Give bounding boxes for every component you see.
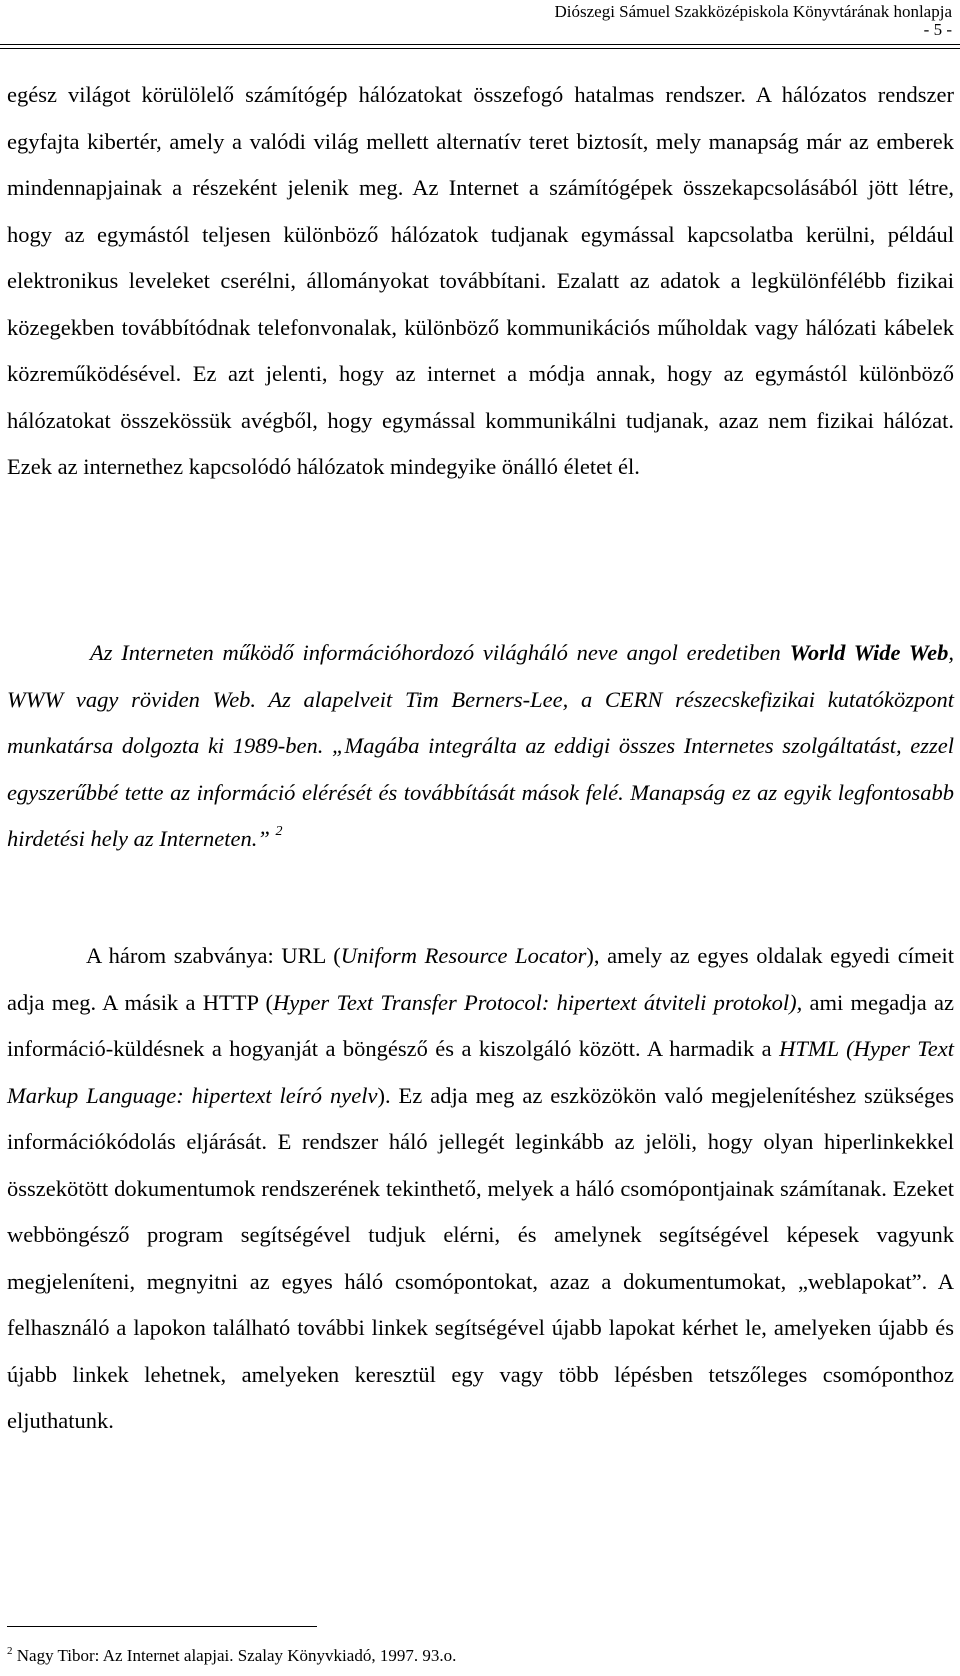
header-divider (0, 44, 960, 49)
standards-text-4: ). Ez adja meg az eszközökön való megjelenítéshez szükséges információkódolás eljárását. E rendszer háló jellegét leginkább az jelöli, hogy olyan hiperlinkekkel összekötött dokumentumok rendszerének tekinthető, melyek a háló csomópontjainak számítanak. Ezeket webböngésző program segítségével tudjuk elérni, és amelynek segítségével képesek vagyunk megjeleníteni, megnyitni az egyes háló csomópontokat, azaz a dokumentumokat, „weblapokat”. A felhasználó a lapokon található további linkek segítségével újabb lapokat kérhet le, amelyeken újabb és újabb linkek lehetnek, amelyeken keresztül egy vagy több lépésben tetszőleges csomóponthoz eljuthatunk. (7, 1082, 954, 1433)
standards-text-3: ami megadja az információ-küldésnek a hogyanját a böngésző és a kiszolgáló között. A harmadik a (7, 989, 954, 1061)
footnote-reference: 2 (275, 824, 283, 839)
header-title: Diószegi Sámuel Szakközépiskola Könyvtárának honlapja (554, 2, 952, 21)
www-text-part1: Az Interneten működő információhordozó világháló neve angol eredetiben (90, 640, 790, 665)
standards-text-1: A három szabványa: URL ( (86, 943, 341, 968)
url-expansion: Uniform Resource Locator (340, 943, 587, 968)
standards-text-2: ), amely az egyes oldalak egyedi címeit adja meg. A másik a HTTP ( (7, 943, 954, 1015)
footnote (7, 1646, 456, 1666)
www-text-part2: , WWW vagy röviden Web. Az alapelveit Tim Berners-Lee, a CERN részecskefizikai kutatóközpont munkatársa dolgozta ki 1989-ben. „Magába integrálta az eddigi összes Internetes szolgáltatást, ezzel egyszerűbbé tette az információ elérését és továbbítását mások felé. Manapság ez az egyik legfontosabb hirdetési hely az Interneten.” (7, 640, 954, 851)
html-expansion: HTML (Hyper Text Markup Language: hipertext leíró nyelv (7, 1036, 954, 1108)
page-number: - 5 - (923, 20, 952, 39)
paragraph-internet-intro: egész világot körülölelő számítógép hálózatokat összefogó hatalmas rendszer. A hálózatos rendszer egyfajta kibertér, amely a valódi világ mellett alternatív teret biztosít, mely manapság már az emberek mindennapjainak a részeként jelenik meg. Az Internet a számítógépek összekapcsolásából jött létre, hogy az egymástól teljesen különböző hálózatok tudjanak egymással kapcsolatba kerülni, például elektronikus leveleket cserélni, állományokat továbbítani. Ezalatt az adatok a legkülönfélébb fizikai közegekben továbbítódnak telefonvonalak, különböző kommunikációs műholdak vagy hálózati kábelek közreműködésével. Ez azt jelenti, hogy az internet a módja annak, hogy az egymástól különböző hálózatokat összekössük avégből, hogy egymással kommunikálni tudjanak, azaz nem fizikai hálózat. Ezek az internethez kapcsolódó hálózatok mindegyike önálló életet él. (7, 82, 954, 479)
paragraph-standards (7, 933, 954, 1445)
http-expansion: Hyper Text Transfer Protocol: hipertext átviteli protokol), (272, 989, 803, 1015)
footnote-divider (7, 1626, 317, 1627)
paragraph-www (7, 630, 954, 863)
www-term: World Wide Web (789, 640, 949, 665)
footnote-text: Nagy Tibor: Az Internet alapjai. Szalay Könyvkiadó, 1997. 93.o. (12, 1646, 457, 1665)
footnote-number: 2 (7, 1645, 13, 1657)
